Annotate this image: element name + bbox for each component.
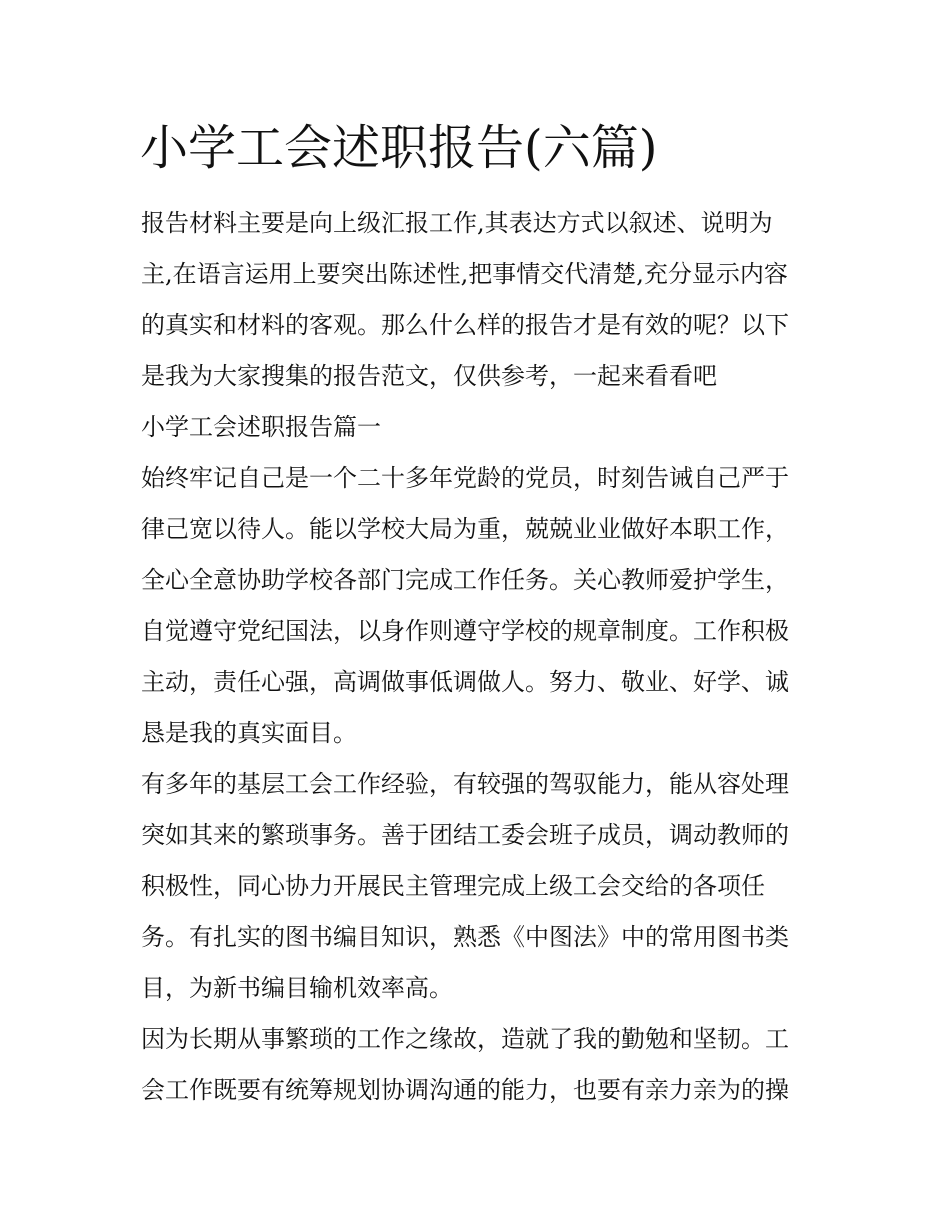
document-title: 小学工会述职报告(六篇) bbox=[140, 120, 658, 176]
text-line: 积极性，同心协力开展民主管理完成上级工会交给的各项任 bbox=[141, 872, 765, 900]
text-line: 全心全意协助学校各部门完成工作任务。关心教师爱护学生， bbox=[141, 566, 789, 594]
text-line: 突如其来的繁琐事务。善于团结工委会班子成员，调动教师的 bbox=[141, 821, 789, 849]
text-line: 始终牢记自己是一个二十多年党龄的党员，时刻告诫自己严于 bbox=[141, 464, 789, 492]
text-line: 因为长期从事繁琐的工作之缘故，造就了我的勤勉和坚韧。工 bbox=[141, 1025, 789, 1053]
text-line: 目，为新书编目输机效率高。 bbox=[141, 974, 453, 1002]
text-line: 有多年的基层工会工作经验，有较强的驾驭能力，能从容处理 bbox=[141, 770, 789, 798]
text-line: 会工作既要有统筹规划协调沟通的能力，也要有亲力亲为的操 bbox=[141, 1076, 789, 1104]
text-line: 务。有扎实的图书编目知识，熟悉《中图法》中的常用图书类 bbox=[141, 923, 789, 951]
text-line: 是我为大家搜集的报告范文，仅供参考，一起来看看吧 bbox=[141, 362, 717, 390]
text-line: 主,在语言运用上要突出陈述性,把事情交代清楚,充分显示内容 bbox=[141, 260, 788, 288]
text-line: 报告材料主要是向上级汇报工作,其表达方式以叙述、说明为 bbox=[141, 209, 773, 237]
text-line: 自觉遵守党纪国法，以身作则遵守学校的规章制度。工作积极 bbox=[141, 617, 789, 645]
text-line: 的真实和材料的客观。那么什么样的报告才是有效的呢？以下 bbox=[141, 311, 789, 339]
text-line: 恳是我的真实面目。 bbox=[141, 719, 357, 747]
section-heading: 小学工会述职报告篇一 bbox=[141, 413, 381, 441]
text-line: 主动，责任心强，高调做事低调做人。努力、敬业、好学、诚 bbox=[141, 668, 789, 696]
text-line: 律己宽以待人。能以学校大局为重，兢兢业业做好本职工作， bbox=[141, 515, 789, 543]
